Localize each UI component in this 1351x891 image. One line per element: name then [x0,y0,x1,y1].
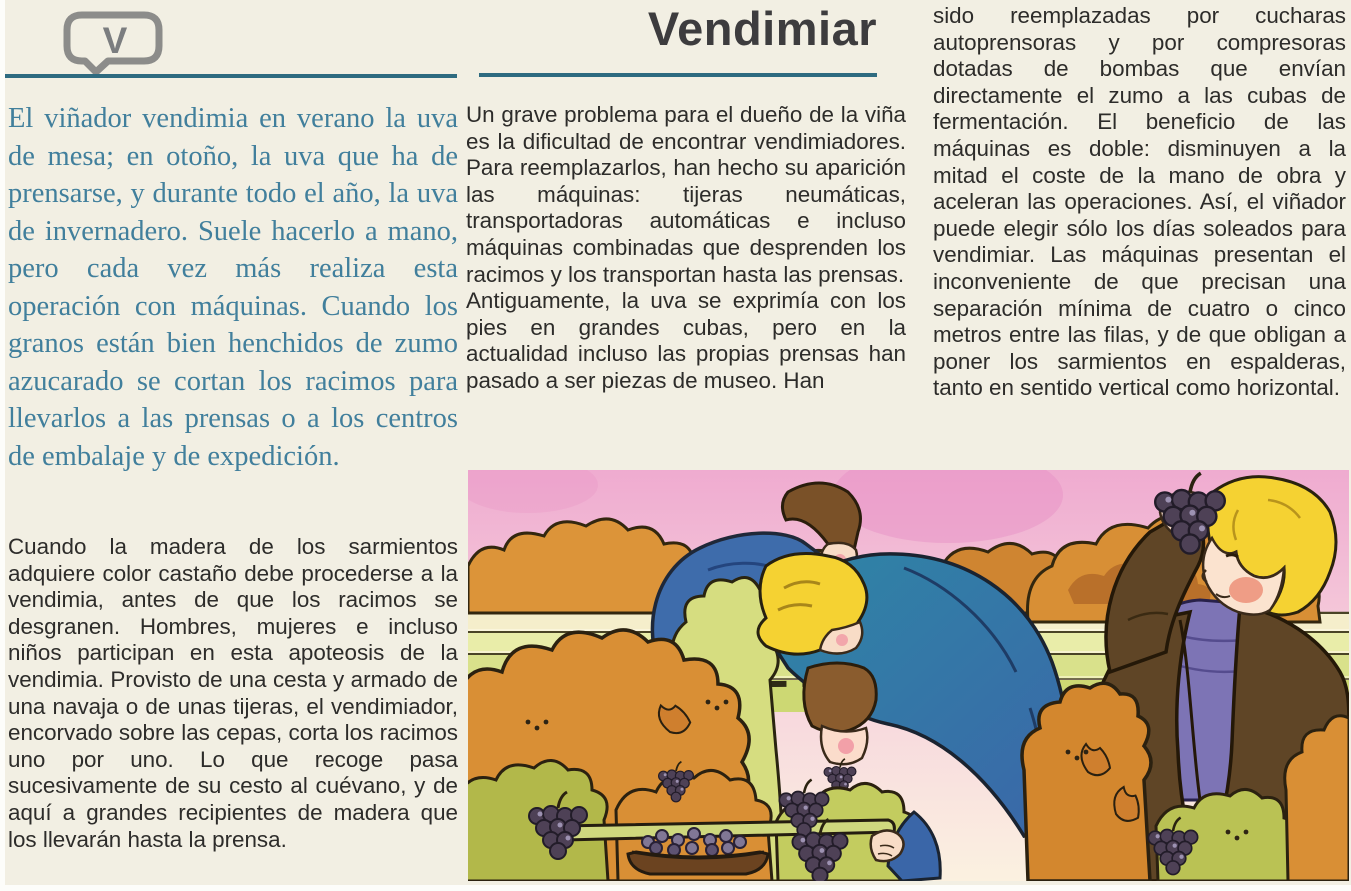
badge-letter: V [102,20,128,61]
left-body-paragraph: Cuando la madera de los sarmientos adquiere color castaño debe procederse a la vendimia, antes de que los racimos se desgranen. Hombres, mujeres e incluso niños participan en esta apoteosis de la vendimia. Provisto de una cesta y armado de una navaja o de unas tijeras, el vendimiador, encorvado sobre las cepas, corta los racimos uno por uno. Lo que recoge pasa sucesivamente de su cesto al cuévano, y de aquí a grandes recipientes de madera que los llevarán hasta la prensa. [8,534,458,852]
vineyard-illustration [468,470,1349,881]
intro-paragraph: El viñador vendimia en verano la uva de mesa; en otoño, la uva que ha de prensarse, y durante todo el año, la uva de invernadero. Suele hacerlo a mano, pero cada vez más realiza esta operación con máquinas. Cuando los granos están bien henchidos de zumo azucarado se cortan los racimos para llevarlos a las prensas o a los centros de embalaje y de expedición. [8,103,458,472]
middle-column [466,102,906,395]
header-rule-left [5,74,457,78]
middle-paragraph-2: Antiguamente, la uva se exprimía con los pies en grandes cubas, pero en la actualidad incluso las propias prensas han pasado a ser piezas de museo. Han [466,288,906,393]
middle-paragraph-1: Un grave problema para el dueño de la viña es la dificultad de encontrar vendimiadores. Para reemplazarlos, han hecho su aparición las máquinas: tijeras neumáticas, transportadoras automáticas e incluso máquinas combinadas que desprenden los racimos y los transportan hasta las prensas. [466,102,906,287]
speech-bubble-icon [63,11,163,75]
header-rule-title [479,73,877,77]
left-column-body [8,534,458,853]
page-title: Vendimiar [647,2,877,55]
vineyard-scene [468,470,1349,881]
right-column [933,3,1346,402]
page-edge-bottom [0,885,1351,891]
letter-v-badge [63,11,163,75]
left-column-intro [8,100,458,475]
right-paragraph: sido reemplazadas por cucharas autoprensoras y por compresoras dotadas de bombas que envían directamente el zumo a las cubas de fermentación. El beneficio de las máquinas es doble: disminuyen a la mitad el coste de la mano de obra y aceleran las operaciones. Así, el viñador puede elegir sólo los días soleados para vendimiar. Las máquinas presentan el inconveniente de que precisan una separación mínima de cuatro o cinco metros entre las filas, y de que obligan a poner los sarmientos en espalderas, tanto en sentido vertical como horizontal. [933,3,1346,401]
page-edge-left [0,0,5,891]
